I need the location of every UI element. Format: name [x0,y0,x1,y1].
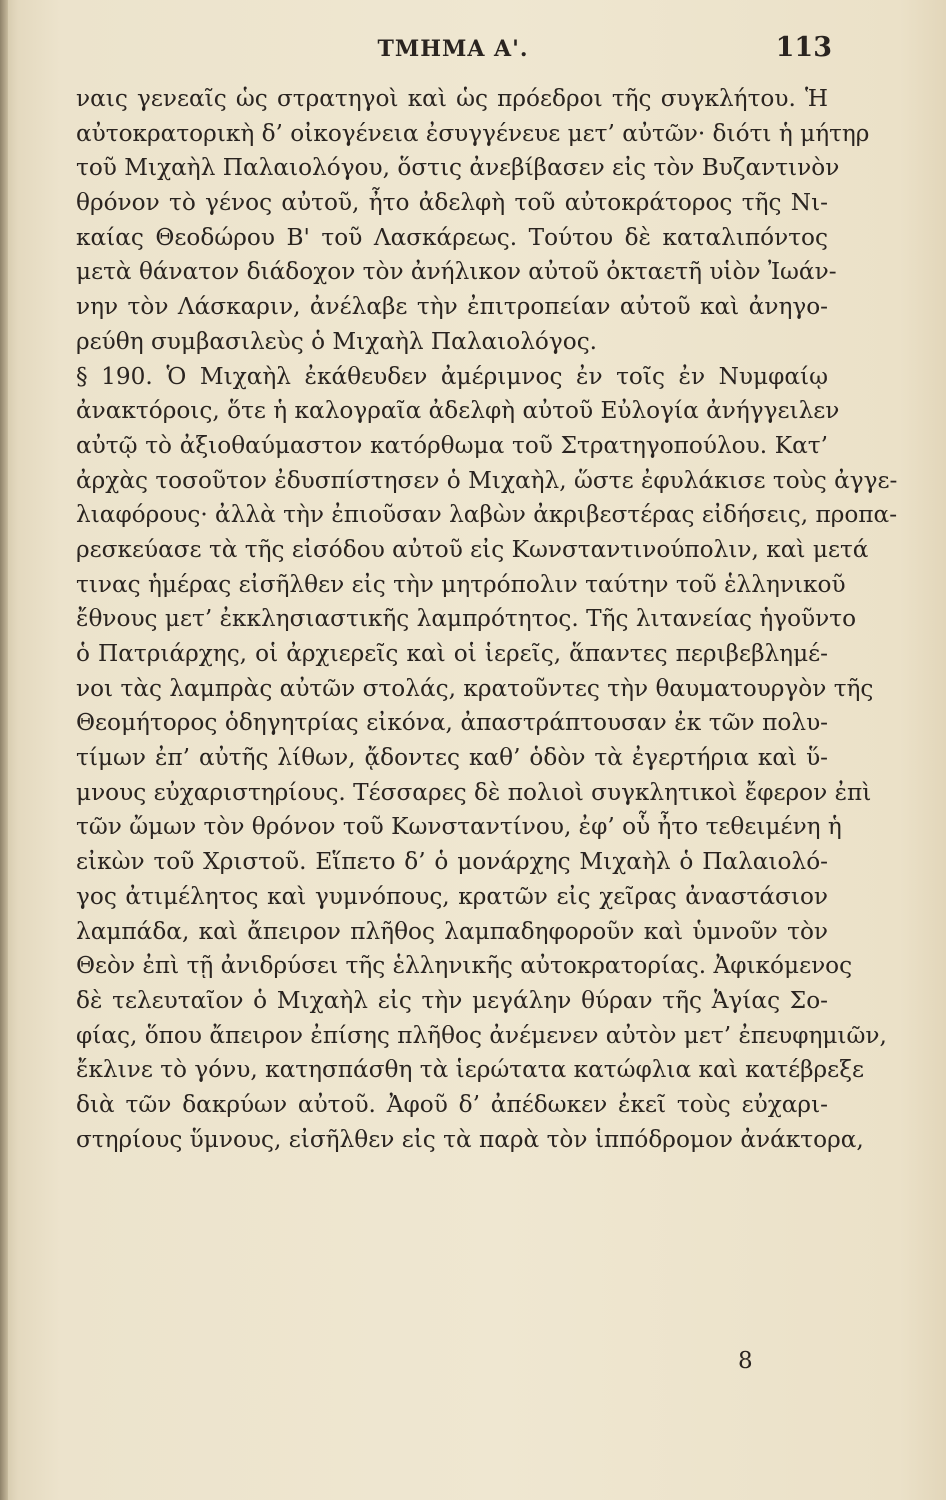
text-line: γος ἀτιμέλητος καὶ γυμνόπους, κρατῶν εἰς χεῖρας ἀναστάσιον [76,882,828,910]
text-line: τίμων ἐπ’ αὐτῆς λίθων, ᾄδοντες καθ’ ὁδὸν τὰ ἐγερτήρια καὶ ὕ- [76,744,828,772]
text-line: αὐτῷ τὸ ἀξιοθαύμαστον κατόρθωμα τοῦ Στρατηγοπούλου. Κατ’ [76,431,828,459]
running-head: ΤΜΗΜΑ Α'. [377,36,529,62]
text-line: δὲ τελευταῖον ὁ Μιχαὴλ εἰς τὴν μεγάλην θύραν τῆς Ἁγίας Σο- [76,986,828,1014]
body-text [76,82,898,1157]
text-line: Θεομήτορος ὁδηγητρίας εἰκόνα, ἀπαστράπτουσαν ἐκ τῶν πολυ- [76,709,828,737]
text-line: ἔθνους μετ’ ἐκκλησιαστικῆς λαμπρότητος. Τῆς λιτανείας ἡγοῦντο [76,605,857,633]
text-line: ρεύθη συμβασιλεὺς ὁ Μιχαὴλ Παλαιολόγος. [76,327,598,355]
page-binding-edge [0,0,8,1500]
text-line: νοι τὰς λαμπρὰς αὐτῶν στολάς, κρατοῦντες τὴν θαυματουργὸν τῆς [76,674,874,702]
text-line: στηρίους ὕμνους, εἰσῆλθεν εἰς τὰ παρὰ τὸν ἱππόδρομον ἀνάκτορα, [76,1125,864,1153]
text-line: ρεσκεύασε τὰ τῆς εἰσόδου αὐτοῦ εἰς Κωνσταντινούπολιν, καὶ μετά [76,535,869,563]
text-line: ἀρχὰς τοσοῦτον ἐδυσπίστησεν ὁ Μιχαὴλ, ὥστε ἐφυλάκισε τοὺς ἀγγε- [76,466,898,494]
text-line: λιαφόρους· ἀλλὰ τὴν ἐπιοῦσαν λαβὼν ἀκριβεστέρας εἰδήσεις, προπα- [76,501,898,529]
text-line: διὰ τῶν δακρύων αὐτοῦ. Ἀφοῦ δ’ ἀπέδωκεν ἐκεῖ τοὺς εὐχαρι- [76,1090,828,1118]
text-line: τοῦ Μιχαὴλ Παλαιολόγου, ὅστις ἀνεβίβασεν εἰς τὸν Βυζαντινὸν [76,154,840,182]
text-line: εἰκὼν τοῦ Χριστοῦ. Εἵπετο δ’ ὁ μονάρχης Μιχαὴλ ὁ Παλαιολό- [76,848,828,876]
text-line: ναις γενεαῖς ὡς στρατηγοὶ καὶ ὡς πρόεδροι τῆς συγκλήτου. Ἡ [76,85,828,112]
text-line: ἔκλινε τὸ γόνυ, κατησπάσθη τὰ ἱερώτατα κατώφλια καὶ κατέβρεξε [76,1056,864,1084]
text-line: νην τὸν Λάσκαριν, ἀνέλαβε τὴν ἐπιτροπείαν αὐτοῦ καὶ ἀνηγο- [76,293,828,321]
text-line: ἀνακτόροις, ὅτε ἡ καλογραῖα ἀδελφὴ αὐτοῦ Εὐλογία ἀνήγγειλεν [76,397,840,425]
page-number: 113 [775,32,832,63]
text-line: τινας ἡμέρας εἰσῆλθεν εἰς τὴν μητρόπολιν ταύτην τοῦ ἑλληνικοῦ [76,570,846,598]
signature-mark: 8 [738,1348,753,1374]
text-line: αὐτοκρατορικὴ δ’ οἰκογένεια ἐσυγγένευε μετ’ αὐτῶν· διότι ἡ μήτηρ [76,119,870,147]
text-line: θρόνον τὸ γένος αὐτοῦ, ἦτο ἀδελφὴ τοῦ αὐτοκράτορος τῆς Νι- [76,189,828,217]
page-header [80,32,832,72]
text-line: § 190. Ὁ Μιχαὴλ ἐκάθευδεν ἀμέριμνος ἐν τοῖς ἐν Νυμφαίῳ [76,362,828,390]
text-line: ὁ Πατριάρχης, οἱ ἀρχιερεῖς καὶ οἱ ἱερεῖς, ἅπαντες περιβεβλημέ- [76,640,828,667]
text-line: μνους εὐχαριστηρίους. Τέσσαρες δὲ πολιοὶ συγκλητικοὶ ἔφερον ἐπὶ [76,778,872,806]
text-line: λαμπάδα, καὶ ἄπειρον πλῆθος λαμπαδηφοροῦν καὶ ὑμνοῦν τὸν [76,917,828,945]
text-line: μετὰ θάνατον διάδοχον τὸν ἀνήλικον αὐτοῦ ὀκταετῆ υἱὸν Ἰωάν- [76,258,837,286]
text-line: τῶν ὤμων τὸν θρόνον τοῦ Κωνσταντίνου, ἐφ’ οὗ ἦτο τεθειμένη ἡ [76,813,842,841]
text-line: καίας Θεοδώρου Β' τοῦ Λασκάρεως. Τούτου δὲ καταλιπόντος [76,223,828,251]
text-line: φίας, ὅπου ἄπειρον ἐπίσης πλῆθος ἀνέμενεν αὐτὸν μετ’ ἐπευφημιῶν, [76,1021,887,1049]
text-line: Θεὸν ἐπὶ τῇ ἀνιδρύσει τῆς ἑλληνικῆς αὐτοκρατορίας. Ἀφικόμενος [76,952,853,980]
